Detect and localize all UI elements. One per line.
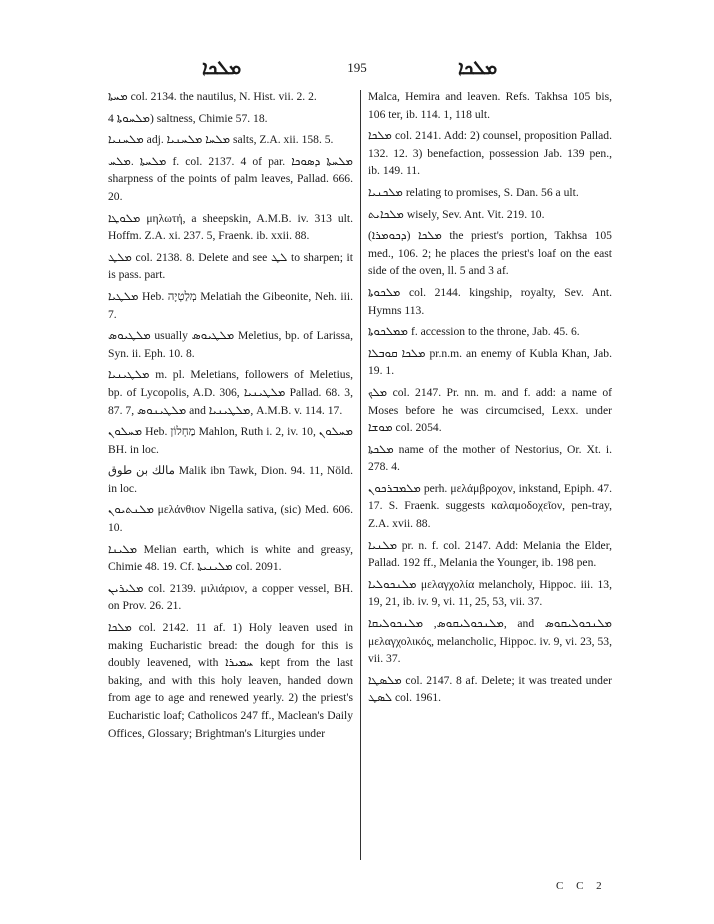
dictionary-entry: ܡܠܣܛܐ col. 2147. 8 af. Delete; it was treated under ܠܣܛ col. 1961. bbox=[368, 673, 612, 705]
dictionary-entry: ܡܠܢܬܝܘܢ μελάνθιον Nigella sativa, (sic) Med. 606. 10. bbox=[108, 503, 353, 535]
dictionary-entry: مالك بن طوق Malik ibn Tawk, Dion. 94. 11, Nöld. in loc. bbox=[108, 464, 353, 495]
dictionary-entry: ܡܚܬܐ col. 2134. the nautilus, N. Hist. vii. 2. 2. bbox=[108, 90, 317, 103]
dictionary-entry: ܡܠܢܟܘܠܝܩܘܣ, ܡܠܢܟܘܠܝܩܐ, and ܡܠܢܟܘܠܝܩܘܣ μελαγχολικός, melancholic, Hippoc. iv. 9, vi. 23, 53, vii. 37. bbox=[368, 617, 612, 666]
dictionary-entry: ܡܠܘܛܐ μηλωτή, a sheepskin, A.M.B. iv. 313 ult. Hoffm. Z.A. xi. 237. 5, Fraenk. ib. xxii. 88. bbox=[108, 211, 353, 243]
dictionary-entry: ܡܠܢܝܐ pr. n. f. col. 2147. Add: Melania the Elder, Pallad. 192 ff., Melania the Younger, ib. 198 pen. bbox=[368, 538, 612, 570]
dictionary-entry: ܡܚܠܘܢ Heb. מַחְלוֹן Mahlon, Ruth i. 2, iv. 10, ܡܚܠܘܢ BH. in loc. bbox=[108, 425, 353, 456]
signature-mark: C C 2 bbox=[556, 880, 607, 892]
dictionary-entry: ܡܡܠܟܘܬܐ f. accession to the throne, Jab. 45. 6. bbox=[368, 325, 580, 339]
page-header bbox=[0, 56, 714, 86]
page-number: 195 bbox=[347, 60, 367, 75]
dictionary-entry: ܡܠܡܒܪܟܘܢ perh. μελάμβροχον, inkstand, Epiph. 47. 17. S. Fraenk. suggests καλαμοδοχεῖον, pen-tray, Z.A. xvii. 88. bbox=[368, 481, 612, 531]
right-column bbox=[368, 88, 612, 868]
dictionary-entry: ܡܠܟܬܐ name of the mother of Nestorius, Or. Xt. i. 278. 4. bbox=[368, 442, 612, 474]
header-right-word: ܡܠܟܐ bbox=[458, 58, 498, 79]
dictionary-entry: ܡܠܝܪܝܢ col. 2139. μιλιάριον, a copper vessel, BH. on Prov. 26. 21. bbox=[108, 581, 353, 613]
dictionary-entry: ܡܠܚܘܬܐ 4) saltness, Chimie 57. 18. bbox=[108, 111, 268, 125]
column-divider bbox=[360, 90, 361, 860]
dictionary-entry: ܡܠܛܝܢܝܐ m. pl. Meletians, followers of Meletius, bp. of Lycopolis, A.D. 306, ܡܠܛܝܢܝܐ Pallad. 68. 3, 87. 7, ܡܠܛܝܢܘܣ and ܡܠܛܝܢܝܐ, A.M.B. v. 114. 17. bbox=[108, 368, 353, 417]
dictionary-entry: ܡܠܟܐܝܬ wisely, Sev. Ant. Vit. 219. 10. bbox=[368, 207, 545, 221]
dictionary-entry: ܡܠܟܐ col. 2142. 11 af. 1) Holy leaven used in making Eucharistic bread: the dough for this is doubly leavened, with ܚܡܝܪܐ kept from the last baking, and with this holy leaven, handed down from age to age and renewed yearly. 2) the priest's Eucharistic loaf; Catholicos 247 ff., Maclean's Daily Offices, Glossary; Brightman's Liturgies under bbox=[108, 621, 353, 740]
dictionary-entry: ܡܠܟܢܝܐ relating to promises, S. Dan. 56 a ult. bbox=[368, 185, 579, 199]
dictionary-entry: ܡܠܝܢܐ Melian earth, which is white and greasy, Chimie 48. 19. Cf. ܡܠܝܢܝܬܐ col. 2091. bbox=[108, 542, 353, 574]
dictionary-entry: ܡܠܟܐ ܩܘܒܠܐ pr.n.m. an enemy of Kubla Khan, Jab. 19. 1. bbox=[368, 346, 612, 378]
dictionary-entry: ܡܠܟ col. 2147. Pr. nn. m. and f. add: a name of Moses before he was circumcised, Lexx. under ܡܘܫܐ col. 2054. bbox=[368, 385, 612, 435]
dictionary-entry: ܡܠܚܢܝܐ adj. ܡܠܚܐ ܡܠܚܢܝܐ salts, Z.A. xii. 158. 5. bbox=[108, 133, 334, 147]
dictionary-entry: ܡܠܟܐ (ܕܟܘܡܪܐ) the priest's portion, Takhsa 105 med., 106. 2; he places the priest's loaf on the east side of the oven, ll. 5 and 3 af. bbox=[368, 229, 612, 278]
dictionary-entry: ܡܠܢܟܘܠܝܐ μελαγχολία melancholy, Hippoc. iii. 13, 19, 21, ib. iv. 9, vi. 11, 25, 53, vii. 37. bbox=[368, 577, 612, 609]
header-left-word: ܡܠܟܐ bbox=[202, 58, 242, 79]
dictionary-entry: ܡܠܛܝܘܣ usually ܡܠܛܝܘܣ Meletius, bp. of Larissa, Syn. ii. Eph. 10. 8. bbox=[108, 329, 353, 360]
dictionary-entry: ܡܠܚܬܐ .ܡܠܚ f. col. 2137. 4 of par. ܡܠܚܬܐ ܕܣܘܟܐ sharpness of the points of palm leaves, Pallad. 666. 20. bbox=[108, 154, 353, 203]
left-column bbox=[108, 88, 353, 868]
dictionary-entry: Malca, Hemira and leaven. Refs. Takhsa 105 bis, 106 ter, ib. 114. 1, 118 ult. bbox=[368, 90, 612, 121]
dictionary-entry: ܡܠܟܐ col. 2141. Add: 2) counsel, proposition Pallad. 132. 12. 3) benefaction, possession Jab. 139 pen., ib. 149. 11. bbox=[368, 129, 612, 178]
dictionary-entry: ܡܠܛ col. 2138. 8. Delete and see ܠܛ to sharpen; it is pass. part. bbox=[108, 250, 353, 282]
dictionary-entry: ܡܠܟܘܬܐ col. 2144. kingship, royalty, Sev. Ant. Hymns 113. bbox=[368, 285, 612, 317]
dictionary-entry: ܡܠܛܝܐ Heb. מְלַטְיָה Melatiah the Gibeonite, Neh. iii. 7. bbox=[108, 289, 353, 321]
